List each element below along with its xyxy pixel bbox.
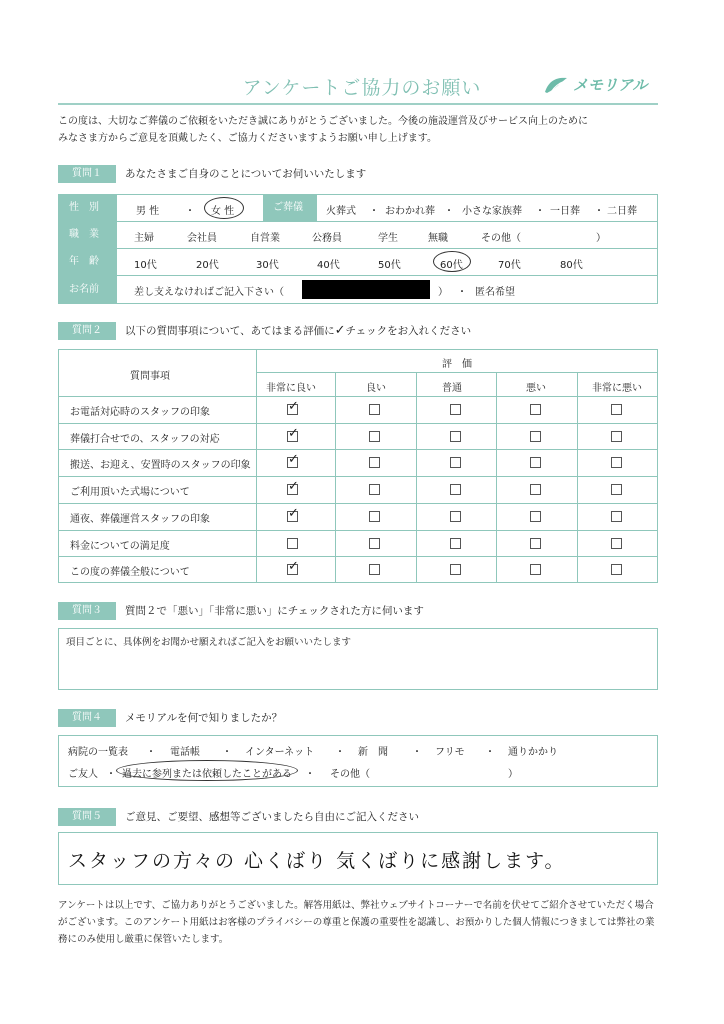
q2-tag: 質問２ xyxy=(58,322,116,340)
footer-line: アンケートは以上です、ご協力ありがとうございました。解答用紙は、弊社ウェブサイトコーナーで名前を伏せてご紹介させていただく場合 xyxy=(58,900,654,911)
source-option[interactable]: 電話帳 xyxy=(170,747,200,758)
age-option[interactable]: 30代 xyxy=(256,260,279,271)
option-female[interactable]: 女 性 xyxy=(211,206,235,217)
name-prompt: 差し支えなければご記入下さい（ xyxy=(134,287,284,298)
rating-checkbox[interactable] xyxy=(611,511,622,522)
funeral-label: ご葬儀 xyxy=(263,195,317,221)
funeral-type[interactable]: 一日葬 xyxy=(550,206,580,217)
leaf-icon xyxy=(543,76,569,94)
rating-checkbox[interactable] xyxy=(369,511,380,522)
rating-checkbox[interactable] xyxy=(611,538,622,549)
question-item-label: 葬儀打合せでの、スタッフの対応 xyxy=(70,434,220,445)
check-mark-icon: ✓ xyxy=(288,452,299,467)
source-option[interactable]: フリモ xyxy=(435,747,465,758)
anonymous-option[interactable]: 匿名希望 xyxy=(475,287,515,298)
rating-checkbox[interactable] xyxy=(369,564,380,575)
separator: ・ xyxy=(106,769,116,780)
q2-question xyxy=(125,322,471,340)
paren-close: ） xyxy=(438,287,448,298)
age-option[interactable]: 10代 xyxy=(134,260,157,271)
q3-question: 質問２で「悪い」「非常に悪い」にチェックされた方に伺います xyxy=(125,605,424,617)
rating-checkbox[interactable] xyxy=(450,431,461,442)
age-option[interactable]: 40代 xyxy=(317,260,340,271)
rating-checkbox[interactable] xyxy=(611,404,622,415)
rating-checkbox[interactable] xyxy=(287,399,299,415)
separator: ・ xyxy=(335,747,345,758)
rating-checkbox[interactable] xyxy=(450,511,461,522)
rating-checkbox[interactable] xyxy=(369,538,380,549)
rating-checkbox[interactable] xyxy=(450,484,461,495)
source-option[interactable]: インターネット xyxy=(245,747,315,758)
funeral-type[interactable]: 小さな家族葬 xyxy=(462,206,522,217)
rating-checkbox[interactable] xyxy=(530,457,541,468)
q4-tag: 質問４ xyxy=(58,709,116,727)
redacted-name xyxy=(302,280,430,299)
rating-checkbox[interactable] xyxy=(530,484,541,495)
option-male[interactable]: 男 性 xyxy=(136,206,160,217)
rating-checkbox[interactable] xyxy=(287,559,299,575)
job-label: 職 業 xyxy=(59,222,117,248)
footer-line: がございます。このアンケート用紙はお客様のプライバシーの尊重と保護の重要性を認識し、お預かりした個人情報につきましては弊社の業 xyxy=(58,917,655,928)
source-option[interactable]: ご友人 xyxy=(68,769,98,780)
page-title: アンケートご協力のお願い xyxy=(242,77,482,99)
q2-question-part: チェックをお入れください xyxy=(345,325,472,337)
rating-header: 非常に悪い xyxy=(592,383,642,394)
source-option[interactable]: 過去に参列または依頼したことがある xyxy=(122,769,292,780)
job-option[interactable]: 自営業 xyxy=(250,233,280,244)
job-option[interactable]: 公務員 xyxy=(312,233,342,244)
check-mark-icon: ✓ xyxy=(288,506,299,521)
separator: ・ xyxy=(369,206,379,217)
rating-checkbox[interactable] xyxy=(369,484,380,495)
source-option[interactable]: 新 聞 xyxy=(358,747,388,758)
title-rule xyxy=(58,103,658,105)
q1-tag: 質問１ xyxy=(58,165,116,183)
question-item-label: ご利用頂いた式場について xyxy=(70,487,190,498)
job-option[interactable]: 会社員 xyxy=(187,233,217,244)
age-option[interactable]: 20代 xyxy=(196,260,219,271)
rating-checkbox[interactable] xyxy=(369,404,380,415)
separator: ・ xyxy=(305,769,315,780)
rating-checkbox[interactable] xyxy=(450,538,461,549)
gender-label: 性 別 xyxy=(59,195,117,221)
funeral-type[interactable]: 二日葬 xyxy=(607,206,637,217)
job-option[interactable]: 主婦 xyxy=(134,233,154,244)
funeral-type[interactable]: 火葬式 xyxy=(326,206,356,217)
rating-checkbox[interactable] xyxy=(287,538,298,549)
check-mark-icon: ✓ xyxy=(288,479,299,494)
rating-header: 良い xyxy=(366,383,386,394)
check-mark-icon: ✓ xyxy=(288,399,299,414)
q2-question-part: 以下の質問事項について、あてはまる評価に xyxy=(125,325,335,337)
rating-header: 悪い xyxy=(526,383,546,394)
rating-checkbox[interactable] xyxy=(611,564,622,575)
rating-checkbox[interactable] xyxy=(530,538,541,549)
check-mark-icon: ✓ xyxy=(288,559,299,574)
rating-checkbox[interactable] xyxy=(530,431,541,442)
q3-tag: 質問３ xyxy=(58,602,116,620)
separator: ・ xyxy=(412,747,422,758)
rating-checkbox[interactable] xyxy=(369,457,380,468)
rating-checkbox[interactable] xyxy=(287,452,299,468)
question-item-label: 通夜、葬儀運営スタッフの印象 xyxy=(70,514,210,525)
separator: ・ xyxy=(222,747,232,758)
job-option[interactable]: 無職 xyxy=(428,233,448,244)
name-label: お名前 xyxy=(59,276,117,303)
rating-checkbox[interactable] xyxy=(611,431,622,442)
rating-checkbox[interactable] xyxy=(530,564,541,575)
intro-text xyxy=(58,113,668,147)
separator: ・ xyxy=(485,747,495,758)
age-option[interactable]: 70代 xyxy=(498,260,521,271)
question-item-label: この度の葬儀全般について xyxy=(70,567,190,578)
age-option[interactable]: 80代 xyxy=(560,260,583,271)
question-item-label: 搬送、お迎え、安置時のスタッフの印象 xyxy=(70,460,251,471)
footer-note xyxy=(58,897,670,948)
rating-checkbox[interactable] xyxy=(611,484,622,495)
eval-header: 評 価 xyxy=(442,359,472,370)
handwritten-answer: スタッフの方々の 心くばり 気くばりに感謝します。 xyxy=(68,850,566,872)
job-option[interactable]: 学生 xyxy=(378,233,398,244)
rating-checkbox[interactable] xyxy=(287,426,299,442)
rating-checkbox[interactable] xyxy=(450,457,461,468)
intro-line: みなさま方からご意見を頂戴したく、ご協力くださいますようお願い申し上げます。 xyxy=(58,133,437,144)
source-option[interactable]: 通りかかり xyxy=(508,747,558,758)
separator: ・ xyxy=(457,287,467,298)
rating-checkbox[interactable] xyxy=(530,404,541,415)
rating-header: 普通 xyxy=(442,383,462,394)
separator: ・ xyxy=(535,206,545,217)
age-option[interactable]: 50代 xyxy=(378,260,401,271)
paren-close: ） xyxy=(596,233,606,244)
funeral-type[interactable]: おわかれ葬 xyxy=(385,206,435,217)
question-item-label: お電話対応時のスタッフの印象 xyxy=(70,407,210,418)
rating-checkbox[interactable] xyxy=(450,564,461,575)
rating-checkbox[interactable] xyxy=(287,506,299,522)
separator: ・ xyxy=(146,747,156,758)
item-header: 質問事項 xyxy=(130,371,170,382)
selection-circle xyxy=(204,197,244,219)
brand-logo xyxy=(543,74,647,95)
paren-close: ） xyxy=(508,769,518,780)
rating-checkbox[interactable] xyxy=(450,404,461,415)
q1-question: あなたさまご自身のことについてお伺いいたします xyxy=(125,168,367,180)
separator: ・ xyxy=(444,206,454,217)
q4-question: メモリアルを何で知りましたか？ xyxy=(125,712,283,724)
selection-circle xyxy=(116,760,298,781)
check-mark-icon: ✓ xyxy=(334,323,346,338)
logo-text: メモリアル xyxy=(573,76,648,94)
q5-tag: 質問５ xyxy=(58,808,116,826)
rating-checkbox[interactable] xyxy=(287,479,299,495)
rating-checkbox[interactable] xyxy=(611,457,622,468)
rating-checkbox[interactable] xyxy=(369,431,380,442)
separator: ・ xyxy=(594,206,604,217)
job-option-other[interactable]: その他（ xyxy=(481,233,521,244)
source-option[interactable]: 病院の一覧表 xyxy=(68,747,128,758)
age-option[interactable]: 60代 xyxy=(440,260,463,271)
intro-line: この度は、大切なご葬儀のご依頼をいただき誠にありがとうございました。今後の施設運営及びサービス向上のために xyxy=(58,116,588,127)
selection-circle xyxy=(433,251,471,272)
check-mark-icon: ✓ xyxy=(288,426,299,441)
age-label: 年 齢 xyxy=(59,249,117,275)
separator: ・ xyxy=(185,206,195,217)
question-item-label: 料金についての満足度 xyxy=(70,541,170,552)
q5-question: ご意見、ご要望、感想等ございましたら自由にご記入ください xyxy=(125,811,419,823)
rating-checkbox[interactable] xyxy=(530,511,541,522)
rating-header: 非常に良い xyxy=(266,383,316,394)
q3-instruction: 項目ごとに、具体例をお聞かせ願えればご記入をお願いいたします xyxy=(66,637,352,648)
footer-line: 務にのみ使用し厳重に保管いたします。 xyxy=(58,934,229,945)
source-option-other[interactable]: その他（ xyxy=(330,769,370,780)
